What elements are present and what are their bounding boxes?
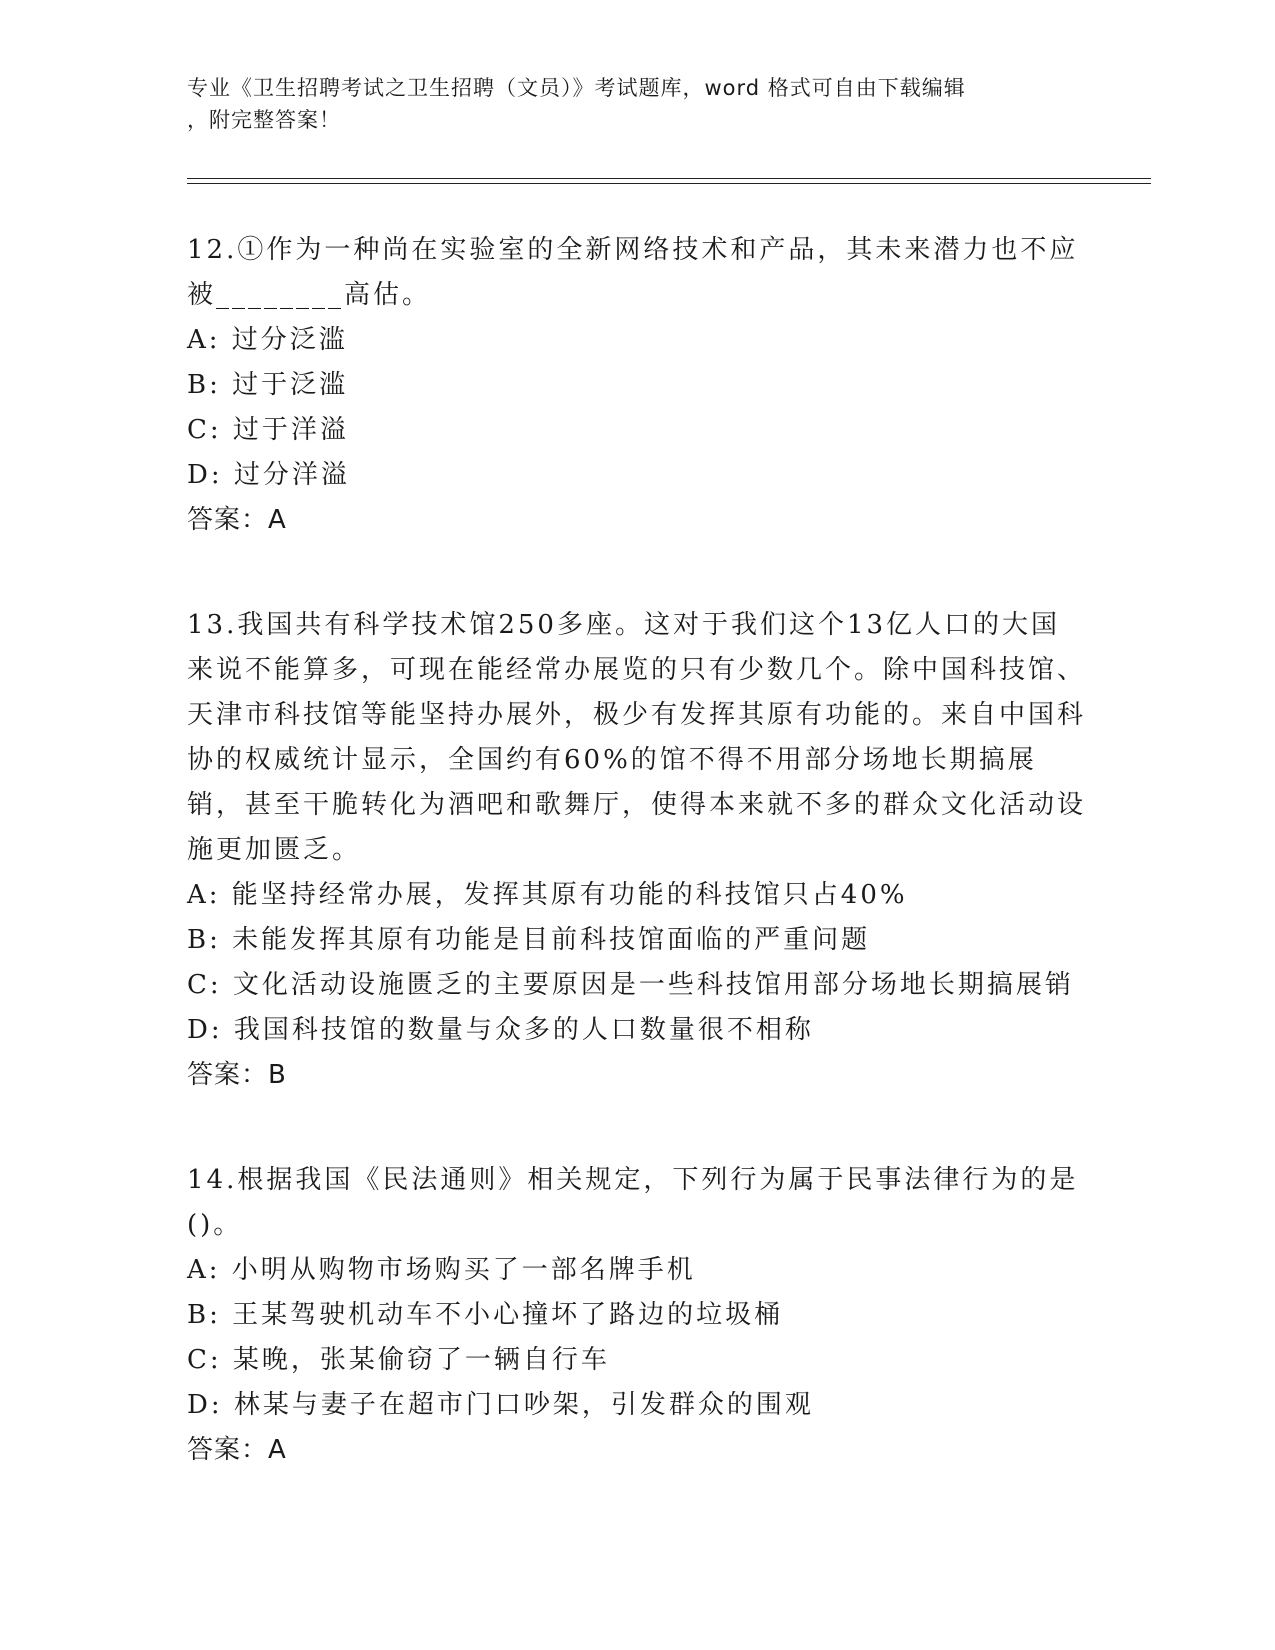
question-stem: 13.我国共有科学技术馆250多座。这对于我们这个13亿人口的大国来说不能算多，可现在能经常办展览的只有少数几个。除中国科技馆、天津市科技馆等能坚持办展外，极少有发挥其原有功能的。来自中国科协的权威统计显示，全国约有60%的馆不得不用部分场地长期搞展销，甚至干脆转化为酒吧和歌舞厅，使得本来就不多的群众文化活动设施更加匮乏。: [187, 610, 1087, 865]
question-list: [187, 228, 1087, 1533]
answer-label: 答案：A: [187, 505, 287, 535]
option-b: B: 王某驾驶机动车不小心撞坏了路边的垃圾桶: [187, 1300, 784, 1330]
option-list: [187, 1248, 1087, 1428]
option-list: [187, 873, 1087, 1053]
option-b: B: 未能发挥其原有功能是目前科技馆面临的严重问题: [187, 925, 871, 955]
option-d: D: 我国科技馆的数量与众多的人口数量很不相称: [187, 1015, 814, 1045]
header-text-line-1: 专业《卫生招聘考试之卫生招聘（文员）》考试题库，word 格式可自由下载编辑: [187, 76, 966, 100]
option-b: B: 过于泛滥: [187, 370, 349, 400]
answer-label: 答案：B: [187, 1060, 287, 1090]
header-divider: [187, 178, 1151, 184]
header-text-line-2: ，附完整答案！: [187, 108, 341, 132]
option-d: D: 林某与妻子在超市门口吵架，引发群众的围观: [187, 1390, 814, 1420]
option-c: C: 过于洋溢: [187, 415, 349, 445]
question-14: [187, 1158, 1087, 1473]
page-header: [187, 72, 1087, 136]
question-stem: 14.根据我国《民法通则》相关规定，下列行为属于民事法律行为的是()。: [187, 1165, 1079, 1240]
question-stem: 12.①作为一种尚在实验室的全新网络技术和产品，其未来潜力也不应被________高估。: [187, 235, 1079, 310]
option-a: A: 过分泛滥: [187, 325, 348, 355]
question-12: [187, 228, 1087, 543]
option-a: A: 小明从购物市场购买了一部名牌手机: [187, 1255, 696, 1285]
option-d: D: 过分洋溢: [187, 460, 350, 490]
option-a: A: 能坚持经常办展，发挥其原有功能的科技馆只占40%: [187, 880, 908, 910]
answer-label: 答案：A: [187, 1435, 287, 1465]
question-13: [187, 603, 1087, 1098]
option-c: C: 文化活动设施匮乏的主要原因是一些科技馆用部分场地长期搞展销: [187, 970, 1074, 1000]
option-c: C: 某晚，张某偷窃了一辆自行车: [187, 1345, 610, 1375]
option-list: [187, 318, 1087, 498]
